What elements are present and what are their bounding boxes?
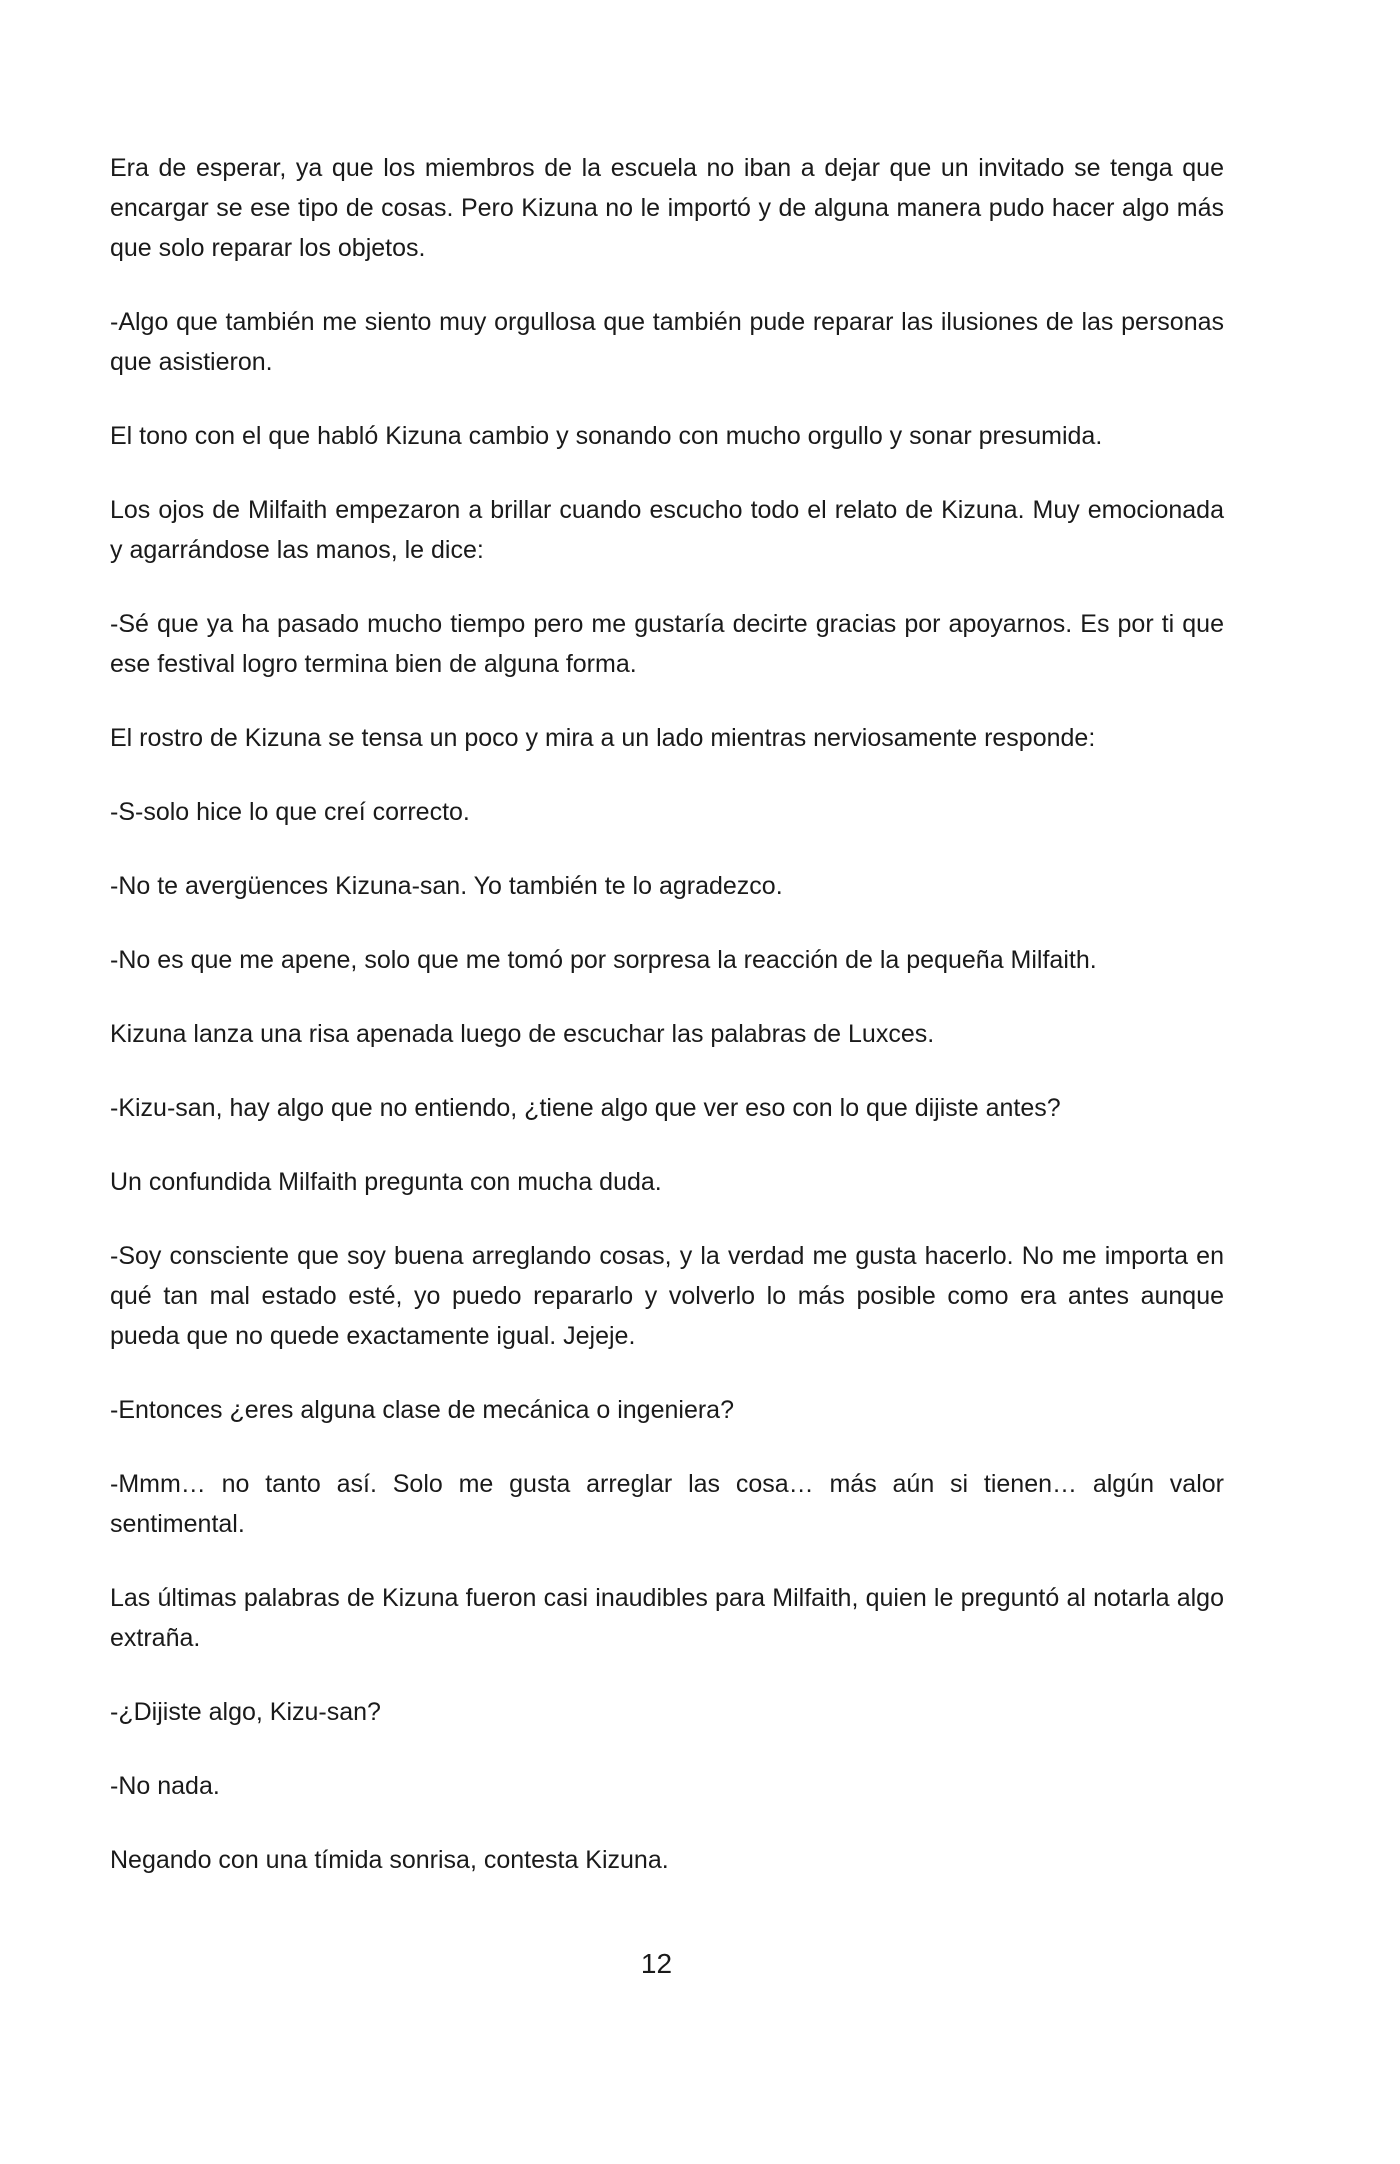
paragraph: El rostro de Kizuna se tensa un poco y mira a un lado mientras nerviosamente responde: (110, 724, 1096, 752)
paragraph: Kizuna lanza una risa apenada luego de escuchar las palabras de Luxces. (110, 1020, 935, 1048)
page-number: 12 (640, 1948, 673, 1979)
paragraph: -Kizu-san, hay algo que no entiendo, ¿tiene algo que ver eso con lo que dijiste antes? (110, 1094, 1061, 1122)
paragraph: -Entonces ¿eres alguna clase de mecánica o ingeniera? (110, 1396, 734, 1424)
paragraph: -Algo que también me siento muy orgullosa que también pude reparar las ilusiones de las personas que asistieron. (110, 308, 1224, 376)
paragraph: Un confundida Milfaith pregunta con mucha duda. (110, 1168, 662, 1196)
paragraph: -S-solo hice lo que creí correcto. (110, 798, 470, 826)
paragraph: -Sé que ya ha pasado mucho tiempo pero me gustaría decirte gracias por apoyarnos. Es por ti que ese festival logro termina bien de alguna forma. (110, 610, 1224, 678)
paragraph: -Soy consciente que soy buena arreglando cosas, y la verdad me gusta hacerlo. No me importa en qué tan mal estado esté, yo puedo repararlo y volverlo lo más posible como era antes aunque pueda que no quede exactamente igual. Jejeje. (110, 1242, 1224, 1350)
paragraph: El tono con el que habló Kizuna cambio y sonando con mucho orgullo y sonar presumida. (110, 422, 1103, 450)
paragraph: -No nada. (110, 1772, 220, 1800)
page-body (110, 148, 1224, 1880)
paragraph: Las últimas palabras de Kizuna fueron casi inaudibles para Milfaith, quien le preguntó al notarla algo extraña. (110, 1584, 1224, 1652)
paragraph: Negando con una tímida sonrisa, contesta Kizuna. (110, 1846, 669, 1874)
paragraph: Era de esperar, ya que los miembros de la escuela no iban a dejar que un invitado se tenga que encargar se ese tipo de cosas. Pero Kizuna no le importó y de alguna manera pudo hacer algo más que solo reparar los objetos. (110, 154, 1224, 262)
paragraph: -¿Dijiste algo, Kizu-san? (110, 1698, 381, 1726)
paragraph: -Mmm… no tanto así. Solo me gusta arreglar las cosa… más aún si tienen… algún valor sentimental. (110, 1470, 1224, 1538)
paragraph: -No es que me apene, solo que me tomó por sorpresa la reacción de la pequeña Milfaith. (110, 946, 1097, 974)
paragraph: -No te avergüences Kizuna-san. Yo también te lo agradezco. (110, 872, 783, 900)
paragraph: Los ojos de Milfaith empezaron a brillar cuando escucho todo el relato de Kizuna. Muy emocionada y agarrándose las manos, le dice: (110, 496, 1224, 564)
